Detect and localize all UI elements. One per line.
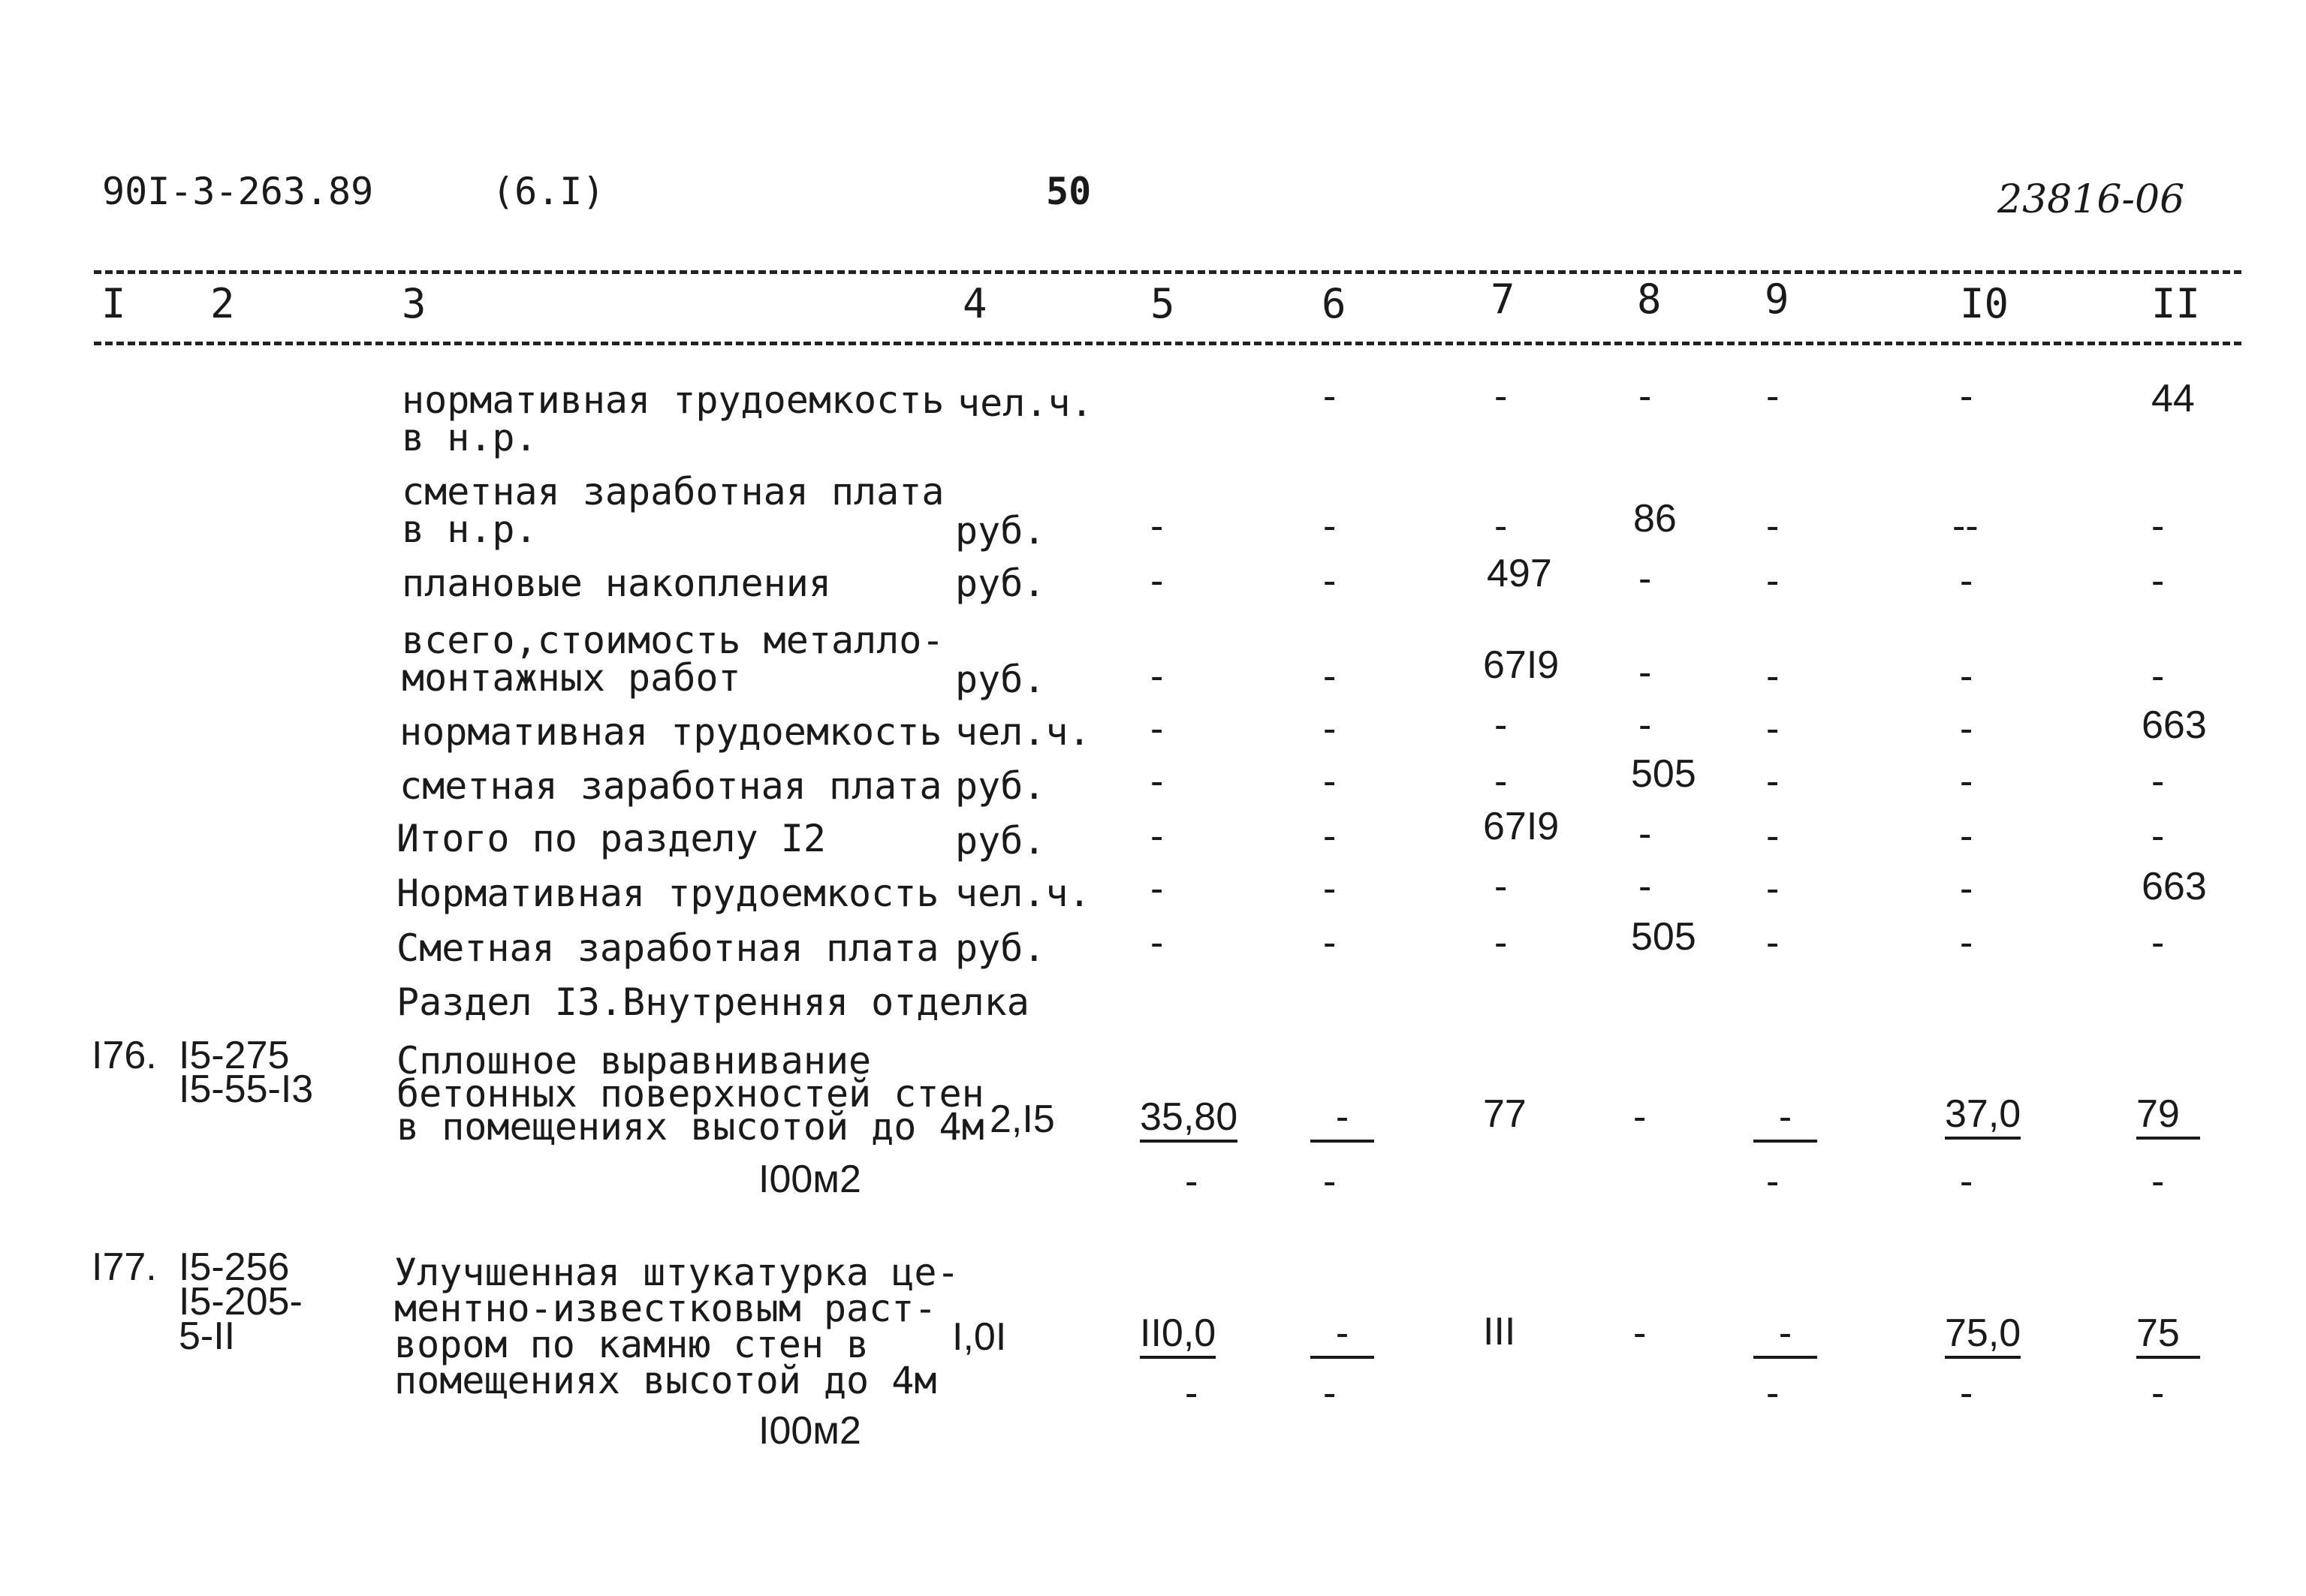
row-description: Сплошное выравнивание [396,1039,872,1083]
row-description: Сметная заработная плата [396,926,939,970]
row-description: нормативная трудоемкость [399,710,942,754]
row-description: монтажных работ [402,656,741,700]
cell-c11: 663 [2142,865,2207,908]
handwritten-stamp: 23816-06 [1997,177,2185,222]
cell-c8: - [1638,375,1652,418]
cell-c11: 663 [2142,703,2207,747]
row-unit: чел.ч. [955,710,1091,754]
row-description: нормативная трудоемкость [402,378,945,422]
cell-c9: - [1766,867,1780,911]
cell-c7: 497 [1487,552,1552,595]
cell-c6: - [1323,655,1337,698]
cell-c6: - [1323,760,1337,803]
cell-c7: - [1494,375,1508,418]
cell-c11: - [2151,655,2165,698]
cell-c8: 86 [1633,497,1677,541]
cell-c11: 79 [2136,1095,2200,1140]
header-bottom-rule [94,342,2241,345]
cell-c8: - [1638,812,1652,856]
cell-c6: - [1323,867,1337,911]
cell-c7: - [1494,760,1508,803]
item-code: I5-205- [179,1280,303,1323]
cell-c5: - [1150,504,1164,548]
cell-c8: 505 [1631,915,1696,959]
item-code: 5-II [179,1314,236,1358]
cell-c8: - [1638,703,1652,747]
row-unit: руб. [955,926,1046,970]
cell-c8: 505 [1631,752,1696,796]
col-head-7: 7 [1491,276,1515,323]
cell-c10: - [1960,707,1973,751]
cell-c7: - [1494,865,1508,908]
cell-c6: - [1323,921,1337,965]
cell-c7: - [1494,703,1508,747]
cell-c6-lower: - [1323,1372,1337,1415]
cell-c9: - [1766,504,1780,548]
row-description: Улучшенная штукатурка це- [394,1251,960,1294]
cell-c7: III [1483,1310,1516,1354]
cell-c5: - [1150,921,1164,965]
cell-c6-lower: - [1323,1160,1337,1203]
cell-c5: - [1150,760,1164,803]
cell-c10: 37,0 [1945,1095,2021,1140]
cell-c7: 67I9 [1483,805,1560,848]
row-description: бетонных поверхностей стен [396,1072,984,1116]
cell-c9: - [1766,375,1780,418]
row-description: в помещениях высотой до 4м [396,1105,984,1149]
cell-c10: 75,0 [1945,1314,2021,1359]
cell-c10: - [1960,375,1973,418]
cell-c6: - [1323,504,1337,548]
cell-c5: - [1150,815,1164,858]
cell-c6: - [1310,1098,1374,1143]
col-head-5: 5 [1150,280,1175,327]
item-quantity: 2,I5 [990,1098,1055,1141]
cell-c9: - [1766,559,1780,603]
row-unit: руб. [955,509,1046,553]
row-description: в н.р. [402,507,538,551]
cell-c11: 75 [2136,1314,2200,1359]
cell-c8: - [1633,1095,1647,1139]
cell-c5: - [1150,655,1164,698]
item-unit: I00м2 [758,1409,861,1453]
cell-c10-lower: - [1960,1160,1973,1203]
cell-c11: - [2151,921,2165,965]
cell-c5: - [1150,867,1164,911]
cell-c8: - [1638,557,1652,601]
col-head-9: 9 [1765,276,1789,323]
cell-c11: 44 [2151,377,2195,420]
cell-c9: - [1753,1314,1817,1359]
cell-c10: - [1960,655,1973,698]
col-head-4: 4 [963,280,987,327]
item-code: I5-275 [179,1034,290,1077]
cell-c8: - [1638,865,1652,908]
row-description: ментно-известковым раст- [394,1287,937,1330]
item-code: I5-55-I3 [179,1068,314,1111]
row-description: Итого по разделу I2 [396,817,826,860]
cell-c6: - [1323,375,1337,418]
cell-c8: - [1633,1311,1647,1355]
cell-c10: - [1960,760,1973,803]
row-unit: руб. [955,764,1046,808]
item-code: I5-256 [179,1245,290,1289]
cell-c9-lower: - [1766,1160,1780,1203]
row-description: Нормативная трудоемкость [396,872,939,915]
cell-c10: -- [1952,504,1979,548]
row-unit: чел.ч. [957,381,1093,425]
row-description: помещениях высотой до 4м [394,1359,937,1402]
item-number: I77. [92,1245,157,1289]
col-head-10: I0 [1960,280,2009,327]
cell-c11: - [2151,504,2165,548]
row-description: сметная заработная плата [399,764,942,808]
row-description: в н.р. [402,416,538,459]
document-code: 90I-3-263.89 [102,170,374,213]
cell-c7: 67I9 [1483,643,1560,687]
cell-c11-lower: - [2151,1372,2165,1415]
cell-c7: - [1494,504,1508,548]
cell-c11: - [2151,760,2165,803]
cell-c9: - [1766,921,1780,965]
cell-c11: - [2151,815,2165,858]
cell-c9: - [1766,707,1780,751]
cell-c5: 35,80 [1140,1098,1237,1143]
cell-c10: - [1960,815,1973,858]
cell-c10: - [1960,867,1973,911]
section-number: (6.I) [492,170,605,213]
page-number: 50 [1046,170,1092,213]
cell-c9: - [1766,760,1780,803]
cell-c5: - [1150,707,1164,751]
item-unit: I00м2 [758,1158,861,1201]
cell-c9: - [1753,1098,1817,1143]
cell-c10: - [1960,559,1973,603]
col-head-2: 2 [210,280,235,327]
cell-c7: 77 [1483,1092,1527,1136]
cell-c6: - [1323,707,1337,751]
cell-c5-lower: - [1185,1372,1198,1415]
row-description: вором по камню стен в [394,1323,870,1366]
col-head-6: 6 [1322,280,1346,327]
col-head-8: 8 [1637,276,1662,323]
cell-c5: II0,0 [1140,1314,1216,1359]
section-title: Раздел I3.Внутренняя отделка [396,980,1029,1024]
header-top-rule [94,270,2241,274]
cell-c11: - [2151,559,2165,603]
cell-c11-lower: - [2151,1160,2165,1203]
col-head-1: I [101,280,126,327]
cell-c7: - [1494,921,1508,965]
cell-c10-lower: - [1960,1372,1973,1415]
row-description: плановые накопления [402,562,831,605]
cell-c8: - [1638,651,1652,694]
row-description: сметная заработная плата [402,470,945,513]
col-head-3: 3 [402,280,427,327]
row-unit: руб. [955,819,1046,863]
row-description: всего,стоимость металло- [402,619,945,662]
col-head-11: II [2151,280,2201,327]
item-quantity: I,0I [952,1315,1007,1359]
cell-c10: - [1960,921,1973,965]
cell-c9: - [1766,815,1780,858]
row-unit: руб. [955,562,1046,605]
cell-c6: - [1323,815,1337,858]
cell-c6: - [1323,559,1337,603]
item-number: I76. [92,1034,157,1077]
row-unit: руб. [955,658,1046,701]
cell-c9: - [1766,655,1780,698]
cell-c5-lower: - [1185,1160,1198,1203]
cell-c5: - [1150,559,1164,603]
cell-c9-lower: - [1766,1372,1780,1415]
row-unit: чел.ч. [955,872,1091,915]
cell-c6: - [1310,1314,1374,1359]
